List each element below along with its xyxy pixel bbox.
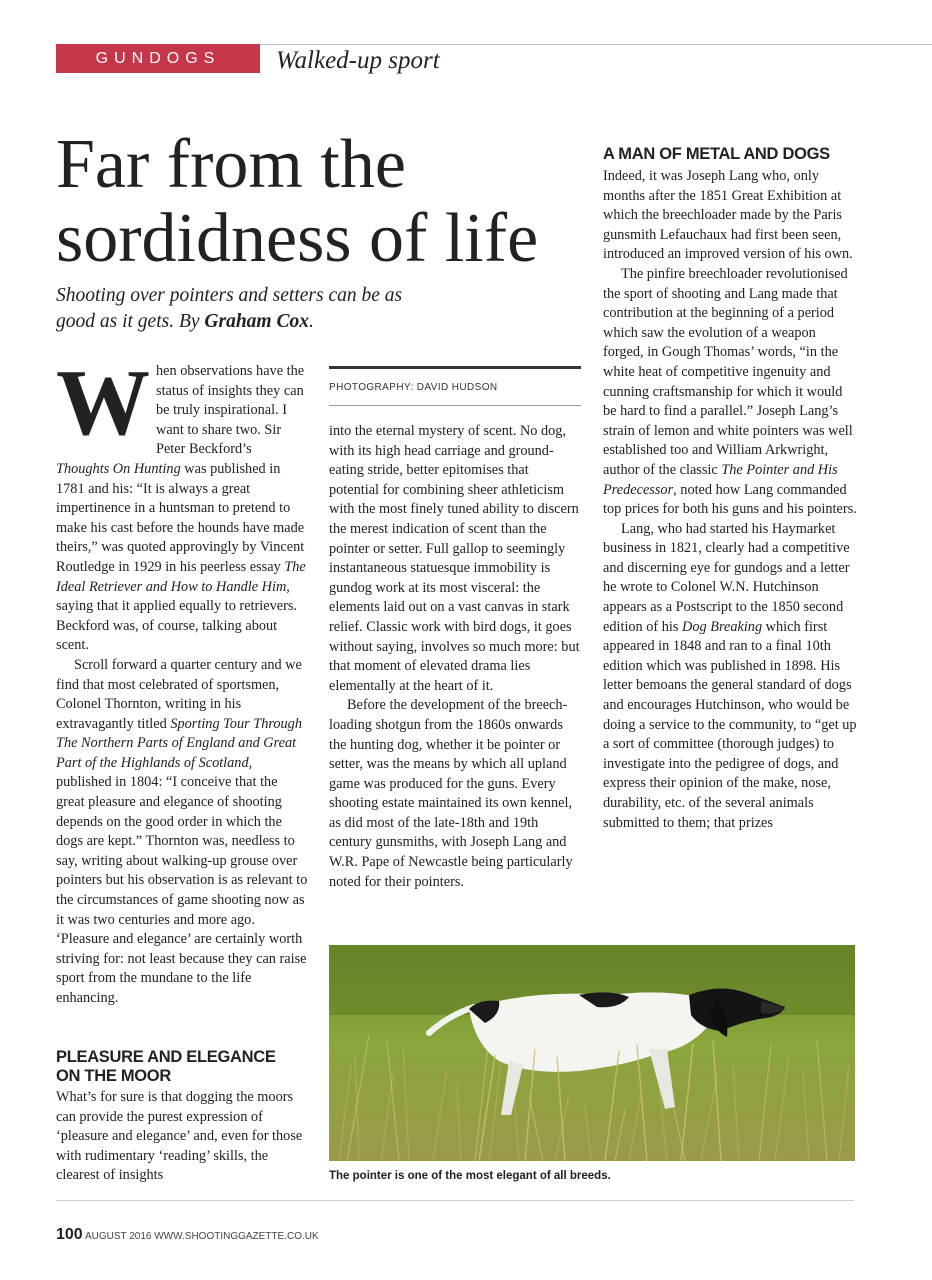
subhead-line: PLEASURE AND ELEGANCE xyxy=(56,1048,276,1066)
book-title: The Ideal Retriever and How to Handle Him xyxy=(56,558,306,595)
subhead-line: ON THE MOOR xyxy=(56,1067,171,1085)
credit-rule-bottom xyxy=(329,405,581,406)
website-link[interactable]: WWW.SHOOTINGGAZETTE.CO.UK xyxy=(154,1231,319,1242)
book-title: Sporting Tour Through The Northern Parts of England and Great Part of the Highlands of Scotland xyxy=(56,715,302,771)
standfirst-end: . xyxy=(308,311,314,332)
paragraph: What’s for sure is that dogging the moors can provide the purest expression of ‘pleasure and elegance’ and, even for those with rudimentary ‘reading’ skills, the clearest of insights xyxy=(56,1089,303,1184)
book-title: Thoughts On Hunting xyxy=(56,460,181,477)
subhead-pleasure xyxy=(56,1048,296,1086)
text-run: Lang, who had started his Haymarket business in 1821, clearly had a competitive and discerning eye for gundogs and a letter he wrote to Colonel W.N. Hutchinson appears as a Postscript to the 1850 second edition of his xyxy=(603,520,850,635)
issue-date: AUGUST 2016 xyxy=(84,1231,152,1242)
standfirst-text: Shooting over pointers and setters can be as good as it gets. By xyxy=(56,285,403,332)
book-title: Dog Breaking xyxy=(682,618,763,635)
standfirst xyxy=(56,283,416,335)
article-headline xyxy=(56,128,596,276)
paragraph xyxy=(603,520,859,834)
text-run: hen observations have the status of insights they can be truly inspirational. I want to share two. Sir Peter Beckford’s xyxy=(156,363,305,458)
section-subtitle: Walked-up sport xyxy=(276,47,440,74)
column-2 xyxy=(329,422,581,892)
photo-credit: PHOTOGRAPHY: DAVID HUDSON xyxy=(329,382,498,393)
section-tag: GUNDOGS xyxy=(56,44,260,73)
text-run: was published in 1781 and his: “It is always a great impertinence in a huntsman to pretend to make his cast before the hounds have made theirs,” was quoted approvingly by Vincent Routledge in 1929 in his peerless essay xyxy=(56,460,305,575)
paragraph: into the eternal mystery of scent. No dog, with its high head carriage and ground-eating stride, better epitomises that potential for combining sheer athleticism with the most finely tuned ability to discern the merest indication of scent than the pointer or setter. Full gallop to seemingly instantaneous statuesque immobility is gundog work at its most visceral: the elements laid out on a vast canvas in stark relief. Classic work with bird dogs, it goes without saying, involves so much more: but that moment of elevated drama lies elementally at the heart of it. xyxy=(329,423,580,694)
paragraph: Indeed, it was Joseph Lang who, only months after the 1851 Great Exhibition at which the breechloader made by the Paris gunsmith Lefauchaux had first been seen, introduced an improved version of his own. xyxy=(603,168,853,263)
author-name: Graham Cox xyxy=(204,311,309,332)
book-title: The Pointer and His Predecessor xyxy=(603,461,838,498)
column-3 xyxy=(603,167,859,833)
paragraph xyxy=(56,351,308,656)
paragraph xyxy=(56,656,308,1009)
page-number: 100 xyxy=(56,1226,83,1243)
headline-line-1: Far from the xyxy=(56,126,406,203)
column-1-continued xyxy=(56,1088,308,1186)
footer xyxy=(56,1226,319,1244)
column-1 xyxy=(56,351,308,1009)
photo-caption: The pointer is one of the most elegant of all breeds. xyxy=(329,1170,611,1182)
drop-cap: W xyxy=(56,351,150,455)
pointer-dog-photo xyxy=(329,945,855,1161)
credit-rule-top xyxy=(329,366,581,369)
paragraph: Before the development of the breech-loading shotgun from the 1860s onwards the hunting dog, whether it be pointer or setter, was the means by which all upland game was produced for the guns. Every shooting estate maintained its own kennel, as did most of the late-18th and 19th century gunsmiths, with Joseph Lang and W.R. Pape of Newcastle being particularly noted for their pointers. xyxy=(329,697,573,890)
text-run: , published in 1804: “I conceive that the great pleasure and elegance of shooting depends on the good order in which the dogs are kept.” Thornton was, needless to say, writing about walking-up grouse over pointers but his observation is as relevant to the circumstances of game shooting now as it was two centuries and more ago. ‘Pleasure and elegance’ are certainly worth striving for: not least because they can raise sport from the mundane to the life enhancing. xyxy=(56,754,308,1006)
headline-line-2: sordidness of life xyxy=(56,200,539,277)
text-run: , saying that it applied equally to retrievers. Beckford was, of course, talking about scent. xyxy=(56,578,297,654)
subhead-metal: A MAN OF METAL AND DOGS xyxy=(603,145,830,163)
paragraph xyxy=(603,265,859,520)
text-run: The pinfire breechloader revolutionised the sport of shooting and Lang made that contribution at the beginning of a period which saw the evolution of a weapon forged, in Gough Thomas’ words, “in the white heat of competitive ingenuity and cunning craftsmanship for which it would be hard to find a parallel.” Joseph Lang’s strain of lemon and white pointers was well established too and William Arkwright, author of the classic xyxy=(603,265,853,478)
text-run: Scroll forward a quarter century and we find that most celebrated of sportsmen, Colonel Thornton, writing in his extravagantly titled xyxy=(56,656,302,732)
text-run: which first appeared in 1848 and ran to a final 10th edition which was published in 1898. His letter bemoans the general standard of dogs and encourages Hutchinson, who would be doing a service to the community, to “get up a sort of committee (thorough judges) to investigate into the pedigree of dogs, and express their opinion of the make, nose, durability, etc. of the several animals submitted to them; that prizes xyxy=(603,618,857,831)
text-run: , noted how Lang commanded top prices for both his guns and his pointers. xyxy=(603,481,857,518)
footer-rule xyxy=(56,1200,854,1201)
